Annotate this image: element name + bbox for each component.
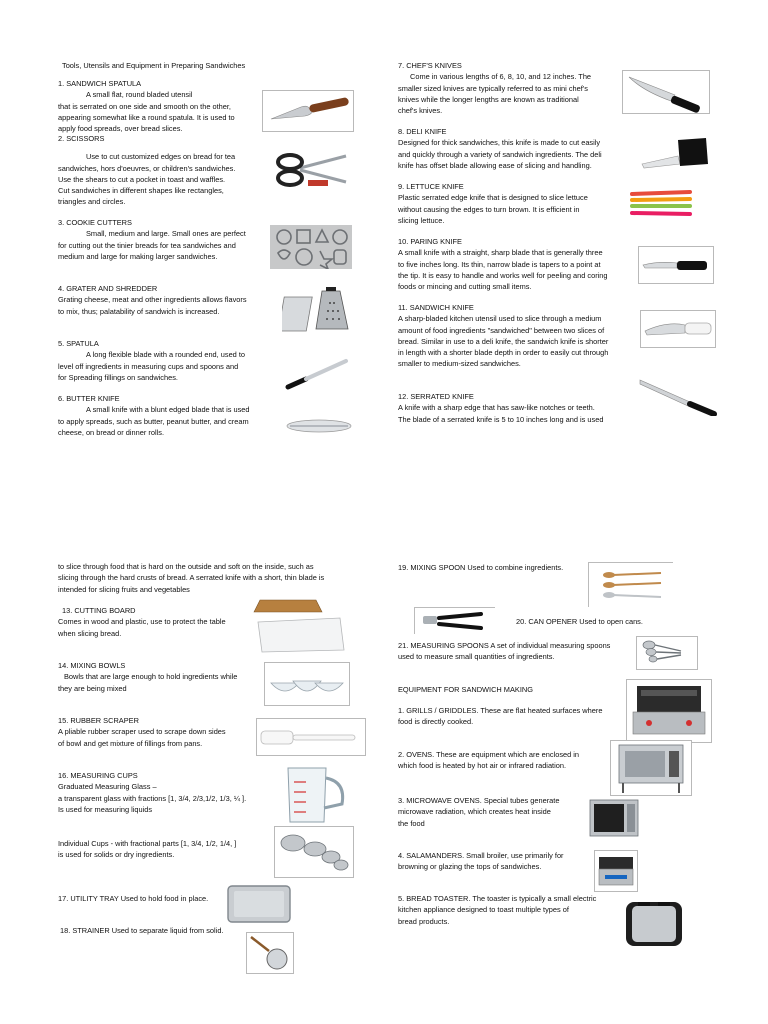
item-line: A small knife with a straight, sharp blade that is generally three xyxy=(398,248,603,258)
item-line: Plastic serrated edge knife that is designed to slice lettuce xyxy=(398,193,588,203)
mixing-bowls-image xyxy=(264,662,350,706)
equipment-heading xyxy=(398,684,598,695)
item-line: and quickly through a variety of sandwich ingredients. The deli xyxy=(398,149,602,159)
item-line: appearing somewhat like a round spatula. It is used to xyxy=(58,112,235,122)
item-title: 14. MIXING BOWLS xyxy=(58,661,126,670)
item-cookie-cutters xyxy=(58,217,273,262)
item-paring-knife xyxy=(398,236,638,292)
item-line: Designed for thick sandwiches, this knife is made to cut easily xyxy=(398,138,601,148)
item-rubber-scraper xyxy=(58,715,268,749)
item-title: 12. SERRATED KNIFE xyxy=(398,392,474,401)
item-line: used to measure small quantities of ingredients. xyxy=(398,652,555,662)
item-line: triangles and circles. xyxy=(58,197,126,207)
item-title: 7. CHEF'S KNIVES xyxy=(398,61,462,70)
item-measuring-cups xyxy=(58,770,283,815)
item-line: slicing through the hard crusts of bread. A serrated knife with a short, thin blade is xyxy=(58,573,325,583)
item-line: to slice through food that is hard on the outside and soft on the inside, such as xyxy=(58,562,314,571)
item-line: food is directly cooked. xyxy=(398,717,474,727)
sandwich-knife-image xyxy=(640,310,716,348)
sandwich-spatula-image xyxy=(262,90,354,132)
item-line: Use the shears to cut a pocket in toast and waffles. xyxy=(58,174,226,184)
item-mixing-bowls xyxy=(58,660,268,694)
item-sandwich-spatula xyxy=(58,78,273,134)
item-scissors xyxy=(58,133,273,208)
individual-cups-image xyxy=(274,826,354,878)
equipment-toaster xyxy=(398,893,628,927)
item-title: 15. RUBBER SCRAPER xyxy=(58,716,139,725)
cookie-cutters-image xyxy=(270,225,352,269)
item-line: A small knife with a blunt edged blade that is used xyxy=(86,405,250,415)
item-lettuce-knife xyxy=(398,181,628,226)
can-opener-image xyxy=(414,607,495,634)
grater-image xyxy=(282,287,354,333)
item-line: Is used for measuring liquids xyxy=(58,804,153,814)
item-chefs-knives xyxy=(398,60,628,116)
item-title: 5. SPATULA xyxy=(58,339,99,348)
item-line: in length with a shorter blade depth in order to easily cut through xyxy=(398,348,609,358)
item-title: 10. PARING KNIFE xyxy=(398,237,462,246)
item-measuring-spoons xyxy=(398,640,643,663)
item-line: to five inches long. Its thin, narrow blade is tapers to a point at xyxy=(398,259,601,269)
item-line: smaller to medium-sized sandwiches. xyxy=(398,359,521,369)
item-deli-knife xyxy=(398,126,638,171)
item-grater xyxy=(58,283,278,317)
item-can-opener xyxy=(516,616,696,627)
equipment-ovens xyxy=(398,749,613,772)
deli-knife-image xyxy=(636,134,712,174)
item-line: the food xyxy=(398,818,425,828)
item-title: 6. BUTTER KNIFE xyxy=(58,394,120,403)
item-line: to mix, thus; palatability of sandwich is increased. xyxy=(58,306,220,316)
spatula-image xyxy=(284,355,350,391)
microwave-image xyxy=(588,796,640,840)
item-line: A knife with a sharp edge that has saw-like notches or teeth. xyxy=(398,403,595,413)
item-line: chef's knives. xyxy=(398,106,443,116)
serrated-knife-image xyxy=(638,376,718,416)
item-line: 4. SALAMANDERS. Small broiler, use primarily for xyxy=(398,851,564,860)
item-title: 1. SANDWICH SPATULA xyxy=(58,79,142,88)
item-line: Graduated Measuring Glass – xyxy=(58,782,157,792)
scissors-image xyxy=(270,148,352,190)
item-line: of bowl and get mixture of fillings from pans. xyxy=(58,738,203,748)
item-line: A sharp-bladed kitchen utensil used to slice through a medium xyxy=(398,314,602,324)
item-line: A pliable rubber scraper used to scrape down sides xyxy=(58,727,226,737)
serrated-knife-continuation xyxy=(58,561,368,595)
item-line: 21. MEASURING SPOONS A set of individual measuring spoons xyxy=(398,641,611,650)
item-line: 2. OVENS. These are equipment which are enclosed in xyxy=(398,750,580,759)
utility-tray-image xyxy=(226,882,292,926)
item-title: 9. LETTUCE KNIFE xyxy=(398,182,464,191)
mixing-spoon-image xyxy=(588,562,673,607)
item-line: A long flexible blade with a rounded end, used to xyxy=(86,350,246,360)
equipment-salamanders xyxy=(398,850,593,873)
section-title: EQUIPMENT FOR SANDWICH MAKING xyxy=(398,685,533,694)
item-title: 19. MIXING SPOON Used to combine ingredients. xyxy=(398,563,564,572)
item-line: slicing lettuce. xyxy=(398,215,445,225)
item-line: browning or glazing the tops of sandwiches. xyxy=(398,862,542,872)
item-line: Cut sandwiches in different shapes like rectangles, xyxy=(58,186,224,196)
item-line: A small flat, round bladed utensil xyxy=(86,90,193,100)
chefs-knife-image xyxy=(622,70,710,114)
item-line: is used for solids or dry ingredients. xyxy=(58,850,175,860)
cutting-board-image xyxy=(252,596,348,654)
item-line: level off ingredients in measuring cups and spoons and xyxy=(58,361,239,371)
item-line: a transparent glass with fractions [1, 3/4, 2/3,1/2, 1/3, ¼ ]. xyxy=(58,793,247,803)
item-line: which food is heated by hot air or infrared radiation. xyxy=(398,761,567,771)
oven-image xyxy=(610,740,692,796)
toaster-image xyxy=(622,892,686,952)
item-title: 13. CUTTING BOARD xyxy=(62,606,136,615)
item-line: 3. MICROWAVE OVENS. Special tubes generate xyxy=(398,796,560,805)
item-title: 20. CAN OPENER Used to open cans. xyxy=(516,617,643,626)
rubber-scraper-image xyxy=(256,718,366,756)
item-spatula xyxy=(58,338,273,383)
item-line: 5. BREAD TOASTER. The toaster is typically a small electric xyxy=(398,894,597,903)
item-line: medium and large for making larger sandwiches. xyxy=(58,251,218,261)
salamander-image xyxy=(594,850,638,892)
item-line: The blade of a serrated knife is 5 to 10 inches long and is used xyxy=(398,414,604,424)
item-line: sandwiches, hors d'oeuvres, or children's sandwiches. xyxy=(58,163,236,173)
item-line: for cutting out the tinier breads for tea sandwiches and xyxy=(58,240,236,250)
item-line: they are being mixed xyxy=(58,683,127,693)
item-butter-knife xyxy=(58,393,278,438)
item-line: the tip. It is easy to handle and works well for peeling and coring xyxy=(398,270,608,280)
item-line: to apply spreads, such as butter, peanut butter, and cream xyxy=(58,416,249,426)
item-title: 11. SANDWICH KNIFE xyxy=(398,303,474,312)
item-cutting-board xyxy=(58,605,268,639)
item-line: Small, medium and large. Small ones are perfect xyxy=(86,229,246,239)
equipment-grills xyxy=(398,705,628,728)
item-line: Individual Cups - with fractional parts [1, 3/4, 1/2, 1/4, ] xyxy=(58,839,237,848)
item-line: Comes in wood and plastic, use to protect the table xyxy=(58,617,226,627)
measuring-spoons-image xyxy=(636,636,698,670)
item-line: intended for slicing fruits and vegetables xyxy=(58,584,190,594)
item-line: Use to cut customized edges on bread for tea xyxy=(86,152,236,162)
measuring-glass-image xyxy=(282,764,350,826)
item-line: cheese, on bread or dinner rolls. xyxy=(58,427,164,437)
item-line: knives while the longer lengths are known as traditional xyxy=(398,94,579,104)
item-title: 2. SCISSORS xyxy=(58,134,105,143)
item-utility-tray xyxy=(58,893,238,904)
strainer-image xyxy=(246,932,294,974)
item-line: bread. Similar in use to a deli knife, the sandwich knife is shorter xyxy=(398,336,609,346)
item-line: foods or mincing and cutting small items. xyxy=(398,282,532,292)
griddle-image xyxy=(626,679,712,743)
item-line: bread products. xyxy=(398,916,450,926)
item-line: without causing the edges to turn brown. It is efficient in xyxy=(398,204,580,214)
item-line: that is serrated on one side and smooth on the other, xyxy=(58,101,231,111)
item-line: Grating cheese, meat and other ingredients allows flavors xyxy=(58,295,247,305)
item-line: microwave radiation, which creates heat inside xyxy=(398,807,551,817)
item-line: amount of food ingredients "sandwiched" between two slices of xyxy=(398,325,605,335)
item-title: 18. STRAINER Used to separate liquid from solid. xyxy=(60,926,224,935)
item-line: kitchen appliance designed to toast multiple types of xyxy=(398,905,569,915)
item-sandwich-knife xyxy=(398,302,643,370)
item-line: apply food spreads, over bread slices. xyxy=(58,124,183,134)
item-serrated-knife xyxy=(398,391,628,425)
item-line: for Spreading fillings on sandwiches. xyxy=(58,372,178,382)
item-line: smaller sized knives are typically referred to as mini chef's xyxy=(398,83,588,93)
page-title: Tools, Utensils and Equipment in Preparing Sandwiches xyxy=(62,61,246,70)
item-line: Come in various lengths of 6, 8, 10, and 12 inches. The xyxy=(410,72,592,82)
equipment-microwave xyxy=(398,795,588,829)
item-line: 1. GRILLS / GRIDDLES. These are flat heated surfaces where xyxy=(398,706,603,715)
item-title: 16. MEASURING CUPS xyxy=(58,771,138,780)
lettuce-knives-image xyxy=(628,188,694,218)
item-title: 3. COOKIE CUTTERS xyxy=(58,218,132,227)
butter-knife-image xyxy=(284,412,354,440)
item-title: 17. UTILITY TRAY Used to hold food in place. xyxy=(58,894,209,903)
paring-knife-image xyxy=(638,246,714,284)
item-title: 4. GRATER AND SHREDDER xyxy=(58,284,158,293)
item-line: when slicing bread. xyxy=(58,628,122,638)
item-title: 8. DELI KNIFE xyxy=(398,127,447,136)
item-line: Bowls that are large enough to hold ingredients while xyxy=(64,672,238,682)
item-mixing-spoon xyxy=(398,562,598,573)
item-individual-cups xyxy=(58,838,273,861)
item-line: knife has offset blade allowing ease of slicing and handling. xyxy=(398,160,592,170)
